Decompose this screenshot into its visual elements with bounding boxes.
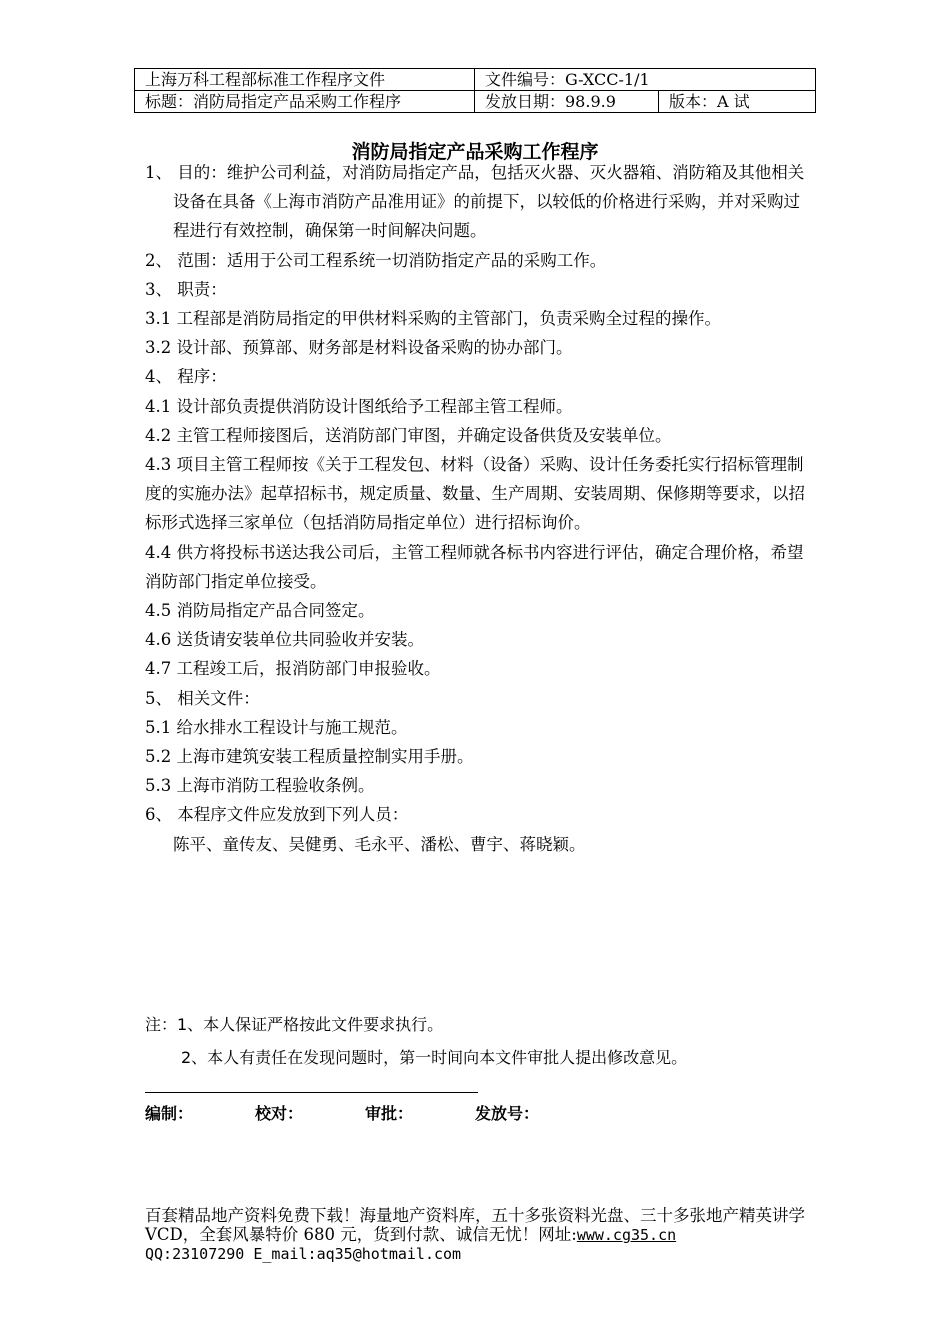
promo-line: 百套精品地产资料免费下载！海量地产资料库，五十多张资料光盘、三十多张地产精英讲学 VCD，全套风暴特价 680 元，货到付款、诚信无忧！网址: (145, 1206, 805, 1244)
note-2: 2、本人有责任在发现问题时，第一时间向本文件审批人提出修改意见。 (181, 1048, 688, 1067)
distribution-people: 陈平、童传友、吴健勇、毛永平、潘松、曹宇、蒋晓颖。 (173, 834, 586, 854)
header-row-2 (135, 91, 816, 113)
company-doc-label: 上海万科工程部标准工作程序文件 (135, 69, 475, 91)
doc-version: 版本：A 试 (659, 91, 816, 113)
section-distribution: 6、 本程序文件应发放到下列人员： (145, 805, 409, 825)
item-4-5: 4.5 消防局指定产品合同签定。 (145, 601, 375, 621)
item-5-1: 5.1 给水排水工程设计与施工规范。 (145, 717, 408, 737)
item-4-3: 4.3 项目主管工程师按《关于工程发包、材料（设备）采购、设计任务委托实行招标管理制度的实施办法》起草招标书，规定质量、数量、生产周期、安装周期、保修期等要求，以招标形式选择三家单位（包括消防局指定单位）进行招标询价。 (145, 455, 805, 533)
procedure-body (145, 158, 813, 859)
item-3-1: 3.1 工程部是消防局指定的甲供材料采购的主管部门，负责采购全过程的操作。 (145, 309, 721, 329)
item-4-4: 4.4 供方将投标书送达我公司后，主管工程师就各标书内容进行评估，确定合理价格，希望消防部门指定单位接受。 (145, 542, 804, 591)
notes (145, 1008, 825, 1074)
signature-divider (145, 1092, 478, 1093)
section-purpose: 1、 目的：维护公司利益，对消防局指定产品，包括灭火器、灭火器箱、消防箱及其他相关设备在具备《上海市消防产品准用证》的前提下，以较低的价格进行采购，并对采购过程进行有效控制，确保第一时间解决问题。 (145, 163, 805, 241)
doc-subject: 标题：消防局指定产品采购工作程序 (135, 91, 475, 113)
section-responsibilities: 3、 职责： (145, 279, 227, 299)
contact-info: QQ:23107290 E_mail:aq35@hotmail.com (145, 1245, 462, 1263)
section-related-docs: 5、 相关文件： (145, 688, 260, 708)
issue-number-label: 发放号： (475, 1104, 540, 1123)
approve-label: 审批： (365, 1104, 414, 1123)
promo-text (145, 1206, 813, 1245)
promo-footer (145, 1206, 813, 1264)
item-4-6: 4.6 送货请安装单位共同验收并安装。 (145, 630, 424, 650)
item-3-2: 3.2 设计部、预算部、财务部是材料设备采购的协办部门。 (145, 338, 573, 358)
section-scope: 2、 范围：适用于公司工程系统一切消防指定产品的采购工作。 (145, 250, 607, 270)
page-title: 消防局指定产品采购工作程序 (351, 141, 599, 163)
item-4-1: 4.1 设计部负责提供消防设计图纸给予工程部主管工程师。 (145, 396, 573, 416)
note-1: 注：1、本人保证严格按此文件要求执行。 (145, 1015, 444, 1034)
proof-label: 校对： (255, 1104, 304, 1123)
doc-number: 文件编号：G-XCC-1/1 (475, 69, 816, 91)
item-4-2: 4.2 主管工程师接图后，送消防部门审图，并确定设备供货及安装单位。 (145, 425, 672, 445)
compile-label: 编制： (145, 1104, 194, 1123)
website-link[interactable]: www.cg35.cn (576, 1226, 677, 1244)
issue-date: 发放日期：98.9.9 (475, 91, 659, 113)
item-4-7: 4.7 工程竣工后，报消防部门申报验收。 (145, 659, 441, 679)
document-header-table (134, 68, 816, 113)
header-row-1 (135, 69, 816, 91)
section-procedure: 4、 程序： (145, 367, 227, 387)
item-5-2: 5.2 上海市建筑安装工程质量控制实用手册。 (145, 747, 474, 767)
item-5-3: 5.3 上海市消防工程验收条例。 (145, 776, 375, 796)
